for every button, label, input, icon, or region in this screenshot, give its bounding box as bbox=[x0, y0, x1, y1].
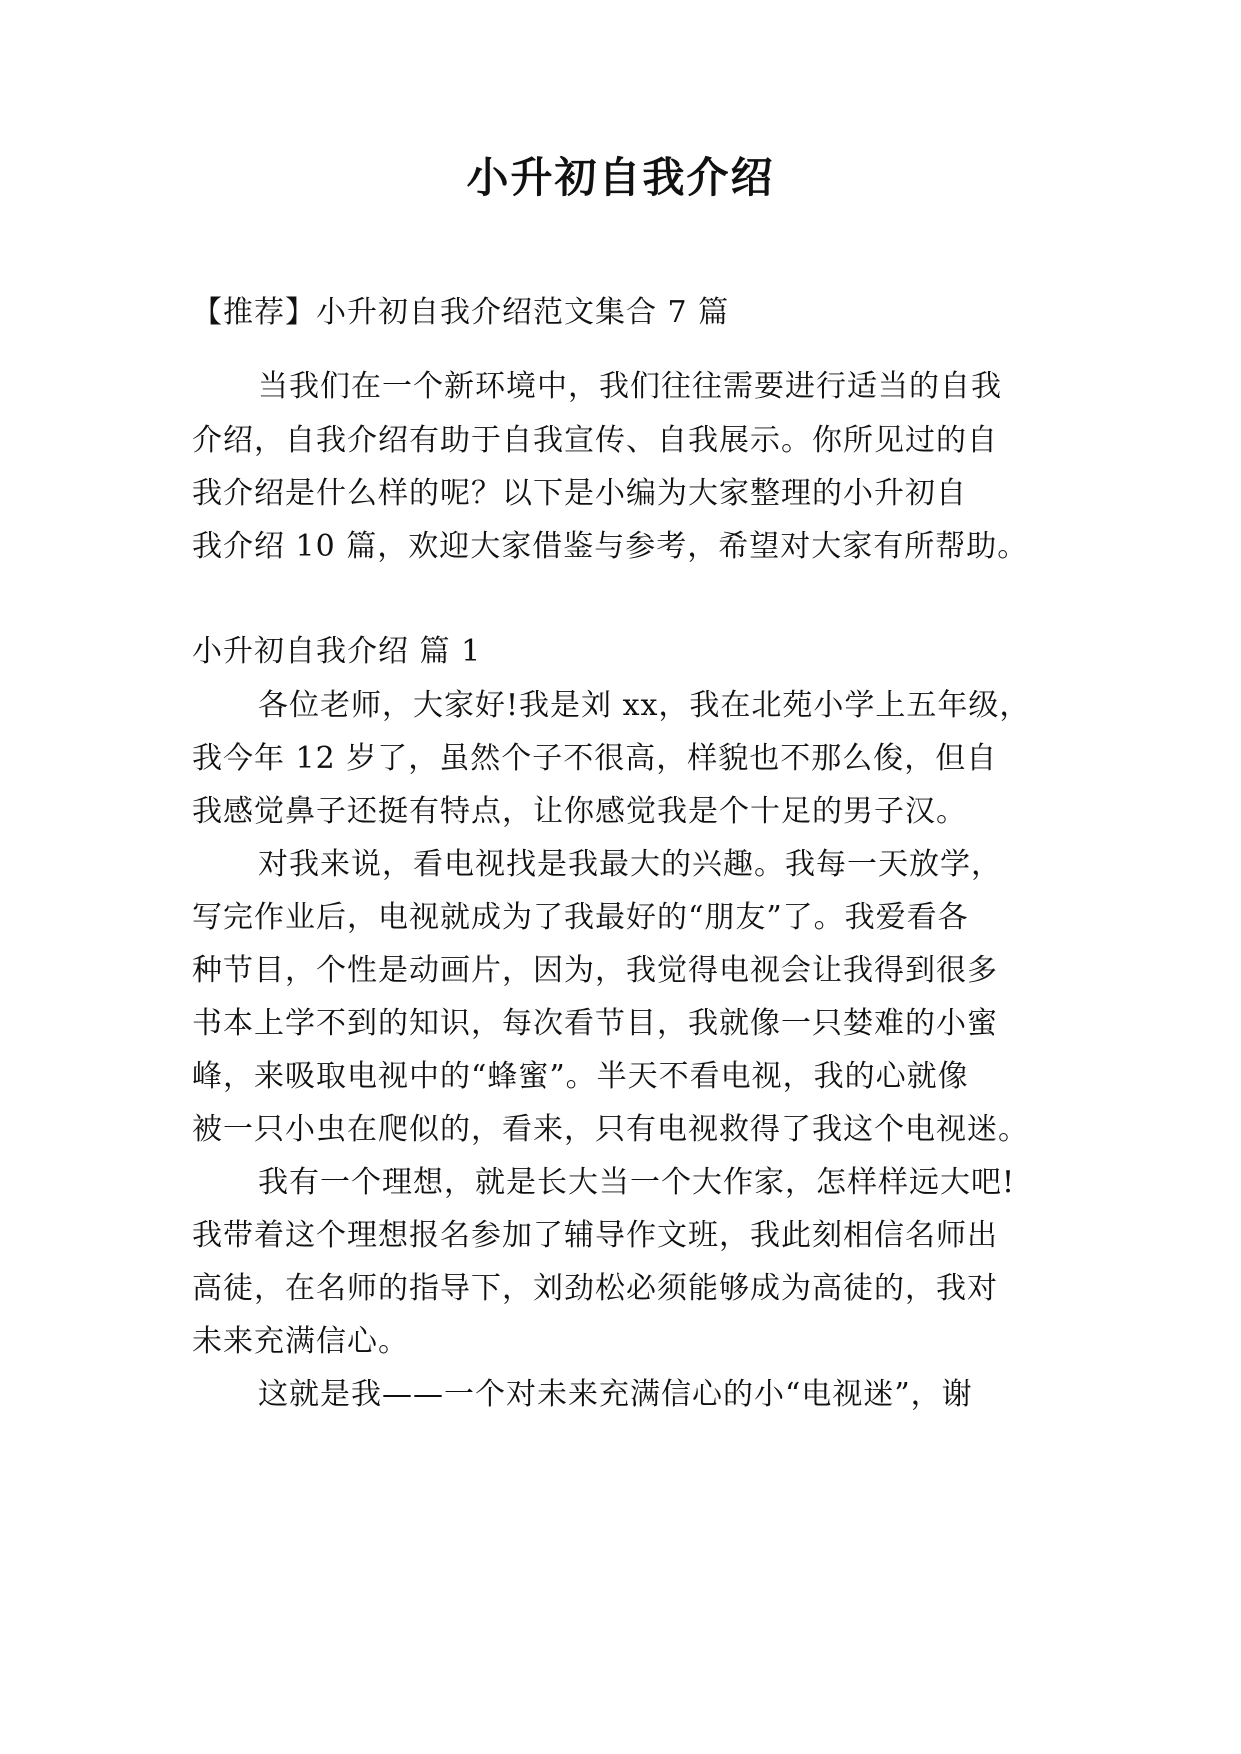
body-line-10: 我有一个理想，就是长大当一个大作家，怎样样远大吧! bbox=[258, 1165, 1016, 1200]
body-line-2: 我今年 12 岁了，虽然个子不很高，样貌也不那么俊，但自 bbox=[192, 741, 998, 776]
body-line-3: 我感觉鼻子还挺有特点，让你感觉我是个十足的男子汉。 bbox=[192, 794, 967, 829]
body-line-5: 写完作业后，电视就成为了我最好的“朋友”了。我爱看各 bbox=[192, 900, 969, 935]
subtitle: 【推荐】小升初自我介绍范文集合 7 篇 bbox=[192, 295, 730, 330]
body-line-8: 峰，来吸取电视中的“蜂蜜”。半天不看电视，我的心就像 bbox=[192, 1059, 969, 1094]
body-line-6: 种节目，个性是动画片，因为，我觉得电视会让我得到很多 bbox=[192, 953, 998, 988]
body-line-4: 对我来说，看电视找是我最大的兴趣。我每一天放学， bbox=[258, 847, 1002, 882]
section-heading: 小升初自我介绍 篇 1 bbox=[192, 634, 482, 669]
intro-line-3: 我介绍是什么样的呢？以下是小编为大家整理的小升初自 bbox=[192, 476, 967, 511]
body-line-11: 我带着这个理想报名参加了辅导作文班，我此刻相信名师出 bbox=[192, 1218, 998, 1253]
body-line-7: 书本上学不到的知识，每次看节目，我就像一只婪难的小蜜 bbox=[192, 1006, 998, 1041]
intro-line-4: 我介绍 10 篇，欢迎大家借鉴与参考，希望对大家有所帮助。 bbox=[192, 529, 1029, 564]
body-line-9: 被一只小虫在爬似的，看来，只有电视救得了我这个电视迷。 bbox=[192, 1112, 1029, 1147]
body-line-13: 未来充满信心。 bbox=[192, 1324, 409, 1359]
intro-line-2: 介绍，自我介绍有助于自我宣传、自我展示。你所见过的自 bbox=[192, 423, 998, 458]
intro-line-1: 当我们在一个新环境中，我们往往需要进行适当的自我 bbox=[258, 369, 1002, 404]
body-line-12: 高徒，在名师的指导下，刘劲松必须能够成为高徒的，我对 bbox=[192, 1271, 998, 1306]
body-line-1: 各位老师，大家好!我是刘 xx，我在北苑小学上五年级， bbox=[258, 688, 1031, 723]
document-title: 小升初自我介绍 bbox=[466, 153, 775, 202]
body-line-14: 这就是我——一个对未来充满信心的小“电视迷”，谢 bbox=[258, 1377, 973, 1412]
